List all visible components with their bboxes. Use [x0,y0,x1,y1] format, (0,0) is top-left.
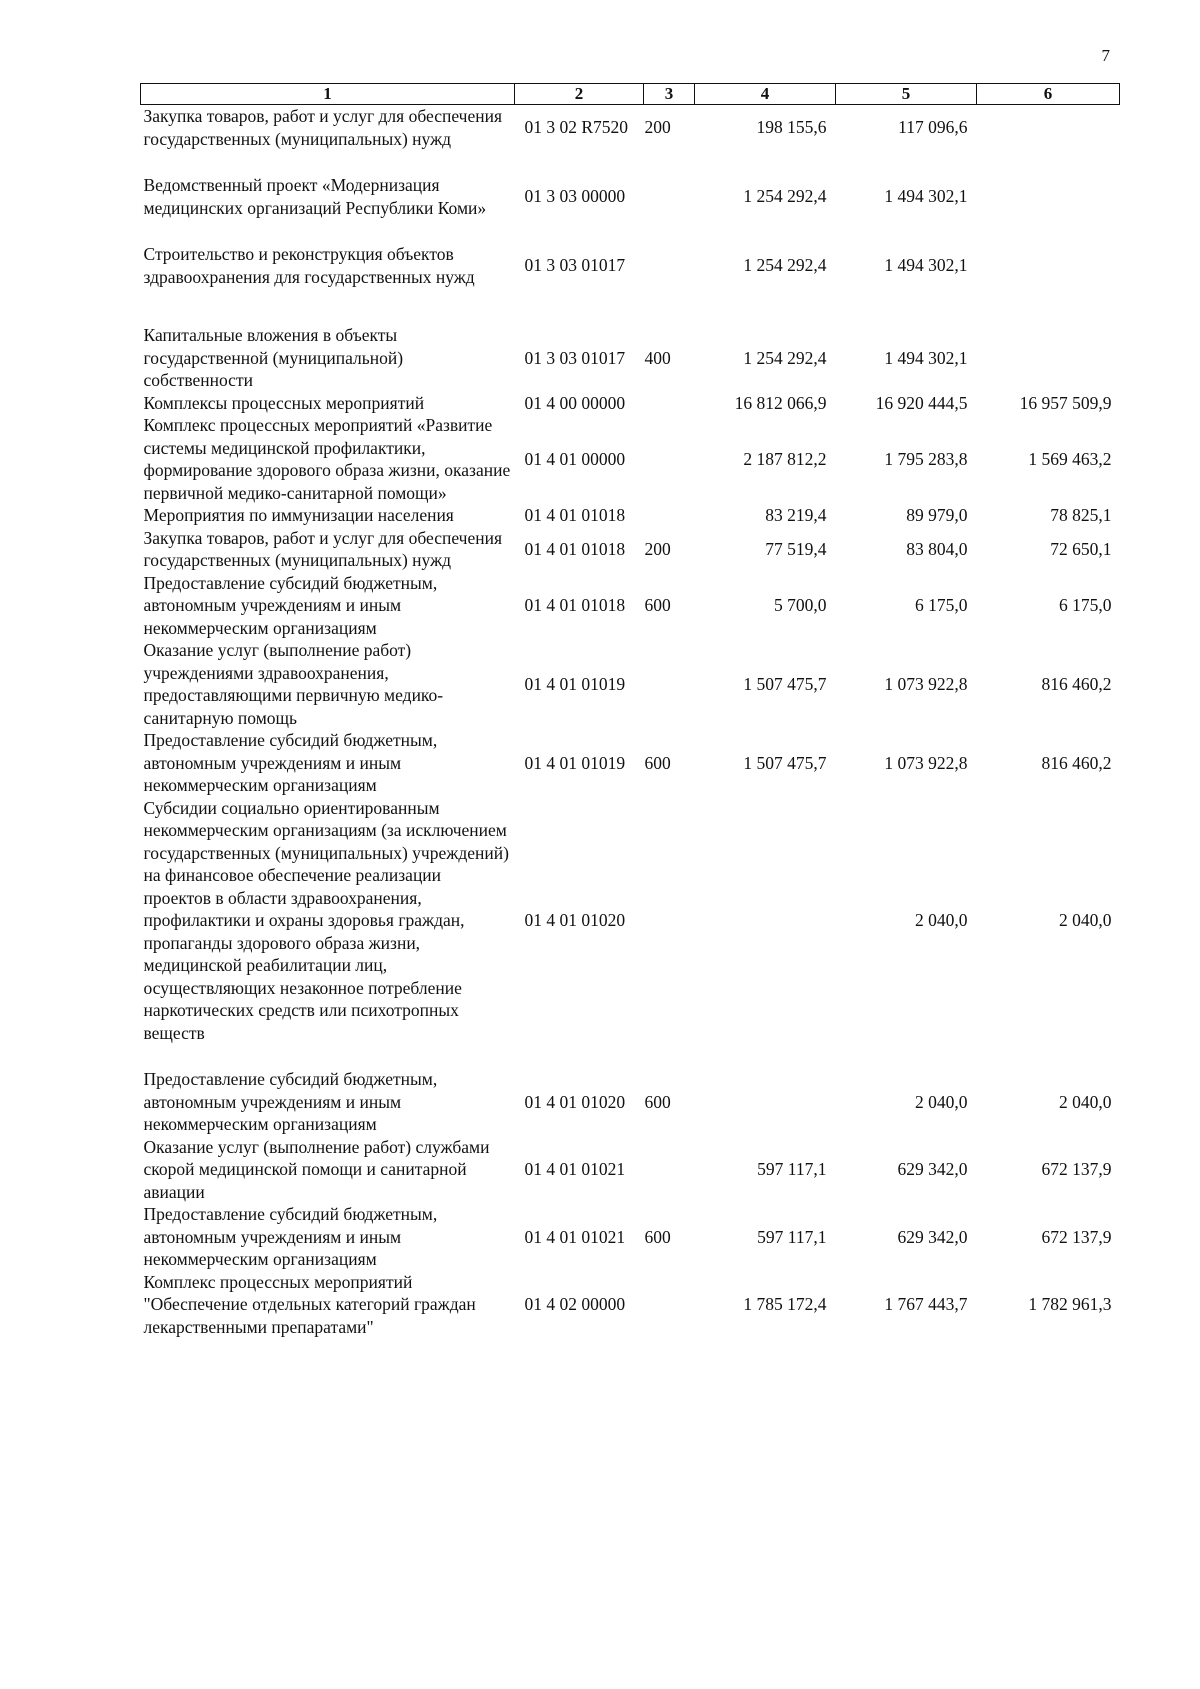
row-expense-type [644,797,695,1069]
row-value-5: 89 979,0 [906,505,968,525]
row-value-4: 597 117,1 [757,1226,827,1247]
row-value-6: 672 137,9 [1041,1159,1112,1179]
row-code: 01 4 01 01020 [524,1091,626,1112]
row-value-6 [977,174,1120,243]
row-name: Капитальные вложения в объекты государственной (муниципальной) собственности [143,325,404,390]
row-value-4: 83 219,4 [765,505,827,525]
row-value-6 [977,324,1120,392]
row-code: 01 4 01 01020 [524,910,626,930]
row-code: 01 3 02 R7520 [524,117,629,138]
row-value-5: 2 040,0 [915,910,968,930]
row-name: Оказание услуг (выполнение работ) службами скорой медицинской помощи и санитарной авиации [143,1136,490,1202]
table-row [141,729,1120,797]
header-col-2: 2 [515,84,644,105]
row-name: Предоставление субсидий бюджетным, автономным учреждениям и иным некоммерческим организациям [143,572,438,638]
row-value-6: 672 137,9 [1041,1226,1112,1247]
row-value-5: 1 494 302,1 [884,255,968,276]
row-name: Комплекс процессных мероприятий «Развитие системы медицинской профилактики, формирование здорового образа жизни, оказание первичной медико-санитарной помощи» [143,415,511,503]
row-expense-type [644,1136,695,1204]
header-row [141,84,1120,105]
row-value-5: 1 494 302,1 [884,186,968,207]
table-header [141,84,1120,105]
row-value-4: 1 254 292,4 [743,255,827,276]
row-code: 01 4 01 01021 [524,1159,626,1179]
row-value-6: 6 175,0 [1059,595,1112,615]
table-body [141,105,1120,1339]
row-value-6: 816 460,2 [1041,673,1112,694]
row-value-4: 2 187 812,2 [743,448,827,469]
row-value-4: 5 700,0 [774,595,827,615]
row-expense-type [644,392,695,415]
row-name: Предоставление субсидий бюджетным, автономным учреждениям и иным некоммерческим организациям [143,1069,438,1134]
row-value-5: 117 096,6 [898,117,968,138]
header-col-6: 6 [977,84,1120,105]
row-value-4: 1 785 172,4 [743,1294,827,1314]
row-value-4: 198 155,6 [756,117,827,138]
row-value-6: 72 650,1 [1050,538,1112,559]
row-name: Ведомственный проект «Модернизация медицинских организаций Республики Коми» [143,175,487,218]
page-number: 7 [1101,46,1110,65]
table-row [141,1271,1120,1339]
header-col-1: 1 [141,84,515,105]
table-row [141,1136,1120,1204]
row-expense-type [644,639,695,729]
row-value-5: 629 342,0 [897,1226,968,1247]
table-row [141,1203,1120,1271]
row-value-4: 77 519,4 [765,538,827,559]
row-value-4: 1 507 475,7 [743,673,827,694]
row-name: Предоставление субсидий бюджетным, автономным учреждениям и иным некоммерческим организациям [143,730,438,795]
row-value-6 [977,105,1120,175]
row-expense-type [644,1271,695,1339]
table-row [141,527,1120,572]
table-row [141,1068,1120,1136]
table-row [141,105,1120,175]
budget-table [140,83,1120,1338]
row-expense-type [644,174,695,243]
row-value-5: 1 073 922,8 [884,752,968,773]
row-expense-type: 200 [644,538,671,559]
header-col-5: 5 [836,84,977,105]
row-expense-type [644,243,695,324]
table-row [141,639,1120,729]
row-code: 01 4 01 01019 [524,752,626,773]
row-name: Оказание услуг (выполнение работ) учреждениями здравоохранения, предоставляющими первичную медико-санитарную помощь [143,640,444,728]
row-value-4 [695,797,836,1069]
row-value-5: 2 040,0 [915,1091,968,1112]
row-value-4 [695,1068,836,1136]
table-row [141,324,1120,392]
row-value-6: 2 040,0 [1059,910,1112,930]
row-value-5: 1 767 443,7 [884,1294,968,1314]
row-value-5: 629 342,0 [897,1159,968,1179]
table-row [141,243,1120,324]
table-row [141,174,1120,243]
row-name: Строительство и реконструкция объектов здравоохранения для государственных нужд [143,244,475,287]
row-expense-type: 400 [644,347,671,368]
row-value-6: 16 957 509,9 [1019,392,1112,413]
table-row [141,414,1120,504]
row-code: 01 4 01 01019 [524,673,626,694]
row-name: Закупка товаров, работ и услуг для обеспечения государственных (муниципальных) нужд [143,106,503,149]
row-value-4: 1 507 475,7 [743,752,827,773]
row-value-5: 1 494 302,1 [884,347,968,368]
row-value-5: 16 920 444,5 [875,392,968,413]
row-code: 01 4 02 00000 [524,1294,626,1314]
row-code: 01 4 01 01021 [524,1226,626,1247]
row-value-5: 1 795 283,8 [884,448,968,469]
row-value-6: 2 040,0 [1059,1091,1112,1112]
row-code: 01 4 01 01018 [524,505,626,525]
row-name: Комплекс процессных мероприятий "Обеспечение отдельных категорий граждан лекарственными препаратами" [143,1271,476,1337]
row-name: Субсидии социально ориентированным некоммерческим организациям (за исключением государственных (муниципальных) учреждений) на финансовое обеспечение реализации проектов в области здравоохранения, профилактики и охраны здоровья граждан, пропаганды здорового образа жизни, медицинской реабилитации лиц, осуществляющих незаконное потребление наркотических средств или психотропных веществ [143,797,509,1043]
row-expense-type: 600 [644,1091,671,1112]
row-value-4: 1 254 292,4 [743,347,827,368]
row-code: 01 4 01 01018 [524,538,626,559]
row-expense-type: 600 [644,1226,671,1247]
row-name: Комплексы процессных мероприятий [143,392,425,413]
row-expense-type [644,414,695,504]
row-code: 01 4 01 00000 [524,448,626,469]
row-code: 01 3 03 01017 [524,347,626,368]
row-name: Предоставление субсидий бюджетным, автономным учреждениям и иным некоммерческим организациям [143,1204,438,1269]
row-value-5: 6 175,0 [915,595,968,615]
row-value-6 [977,243,1120,324]
row-value-4: 1 254 292,4 [743,186,827,207]
row-code: 01 4 00 00000 [524,392,626,413]
header-col-3: 3 [644,84,695,105]
table-row [141,504,1120,527]
row-value-5: 83 804,0 [906,538,968,559]
table-row [141,392,1120,415]
row-value-4: 597 117,1 [757,1159,827,1179]
row-value-6: 816 460,2 [1041,752,1112,773]
header-col-4: 4 [695,84,836,105]
row-value-6: 78 825,1 [1050,505,1112,525]
row-value-6: 1 782 961,3 [1028,1294,1112,1314]
row-name: Закупка товаров, работ и услуг для обеспечения государственных (муниципальных) нужд [143,527,503,570]
row-expense-type [644,504,695,527]
row-value-5: 1 073 922,8 [884,673,968,694]
row-value-6: 1 569 463,2 [1028,448,1112,469]
row-code: 01 3 03 00000 [524,186,626,207]
row-code: 01 4 01 01018 [524,595,626,615]
row-expense-type: 600 [644,752,671,773]
row-value-4: 16 812 066,9 [734,392,827,413]
row-expense-type: 600 [644,595,671,615]
table-row [141,572,1120,640]
table-row [141,797,1120,1069]
row-name: Мероприятия по иммунизации населения [143,505,454,525]
row-expense-type: 200 [644,117,671,138]
row-code: 01 3 03 01017 [524,255,626,276]
